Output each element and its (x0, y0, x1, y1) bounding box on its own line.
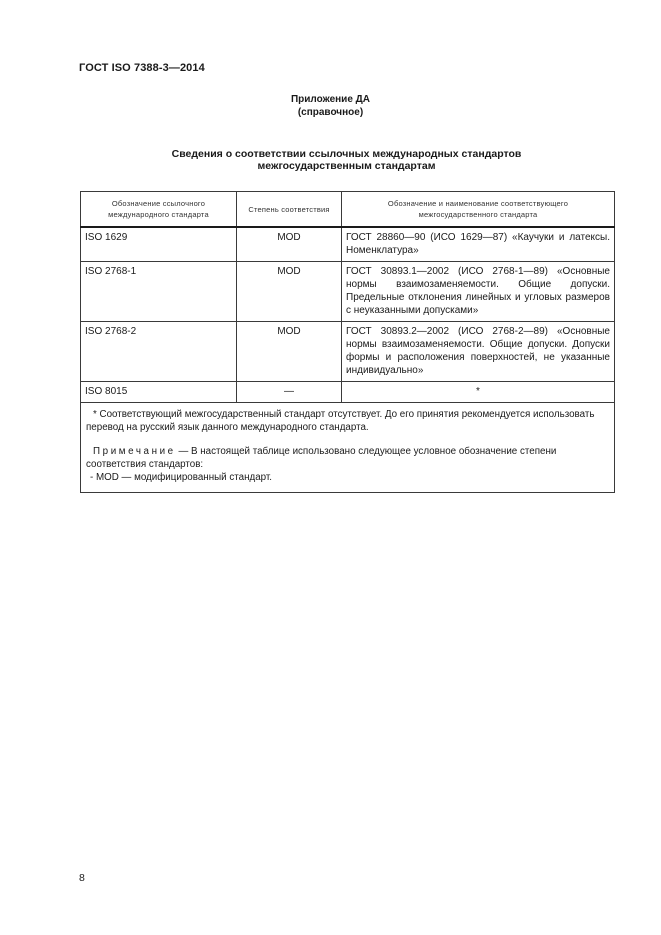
table-row (81, 262, 615, 322)
note-label: Примечание (93, 446, 176, 457)
header-degree: Степень соответствия (237, 192, 342, 228)
footnote-text: * Соответствующий межгосударственный стандарт отсутствует. До его принятия рекомендуется использовать перевод на русский язык данного международного стандарта. (86, 409, 595, 433)
note-text: — В настоящей таблице использовано следующее условное обозначение степени соответствия стандартов: (86, 446, 557, 470)
degree-cell: MOD (237, 262, 342, 322)
note-paragraph (86, 445, 609, 471)
gost-cell: ГОСТ 30893.2—2002 (ИСО 2768-2—89) «Основные нормы взаимозаменяемости. Общие допуски. Допуски формы и расположения поверхностей, не указанные индивидуально» (342, 322, 615, 382)
iso-cell: ISO 1629 (81, 227, 237, 262)
page-number: 8 (79, 872, 85, 884)
iso-cell: ISO 2768-2 (81, 322, 237, 382)
table-row (81, 227, 615, 262)
gost-cell: * (342, 382, 615, 403)
table-header-row (81, 192, 615, 228)
footnote-row (81, 403, 615, 493)
header-reference-standard: Обозначение ссылочного международного стандарта (81, 192, 237, 228)
note-item: - MOD — модифицированный стандарт. (90, 472, 273, 483)
document-header: ГОСТ ISO 7388-3—2014 (79, 62, 205, 74)
iso-cell: ISO 8015 (81, 382, 237, 403)
table-caption-line1: Сведения о соответствии ссылочных международных стандартов (171, 148, 522, 160)
gost-cell: ГОСТ 30893.1—2002 (ИСО 2768-1—89) «Основные нормы взаимозаменяемости. Общие допуски. Предельные отклонения линейных и угловых размеров с неуказанными допусками» (342, 262, 615, 322)
table-caption-line2: межгосударственным стандартам (257, 160, 436, 172)
degree-cell: MOD (237, 227, 342, 262)
table-row (81, 382, 615, 403)
iso-cell: ISO 2768-1 (81, 262, 237, 322)
appendix-title: Приложение ДА (290, 94, 371, 105)
gost-cell: ГОСТ 28860—90 (ИСО 1629—87) «Каучуки и латексы. Номенклатура» (342, 227, 615, 262)
degree-cell: MOD (237, 322, 342, 382)
standards-table (80, 191, 615, 493)
header-interstate-standard: Обозначение и наименование соответствующего межгосударственного стандарта (342, 192, 615, 228)
degree-cell: — (237, 382, 342, 403)
table-caption (0, 148, 661, 172)
footnote-cell (81, 403, 615, 493)
appendix-heading (0, 93, 661, 119)
appendix-note: (справочное) (297, 107, 364, 118)
table-row (81, 322, 615, 382)
